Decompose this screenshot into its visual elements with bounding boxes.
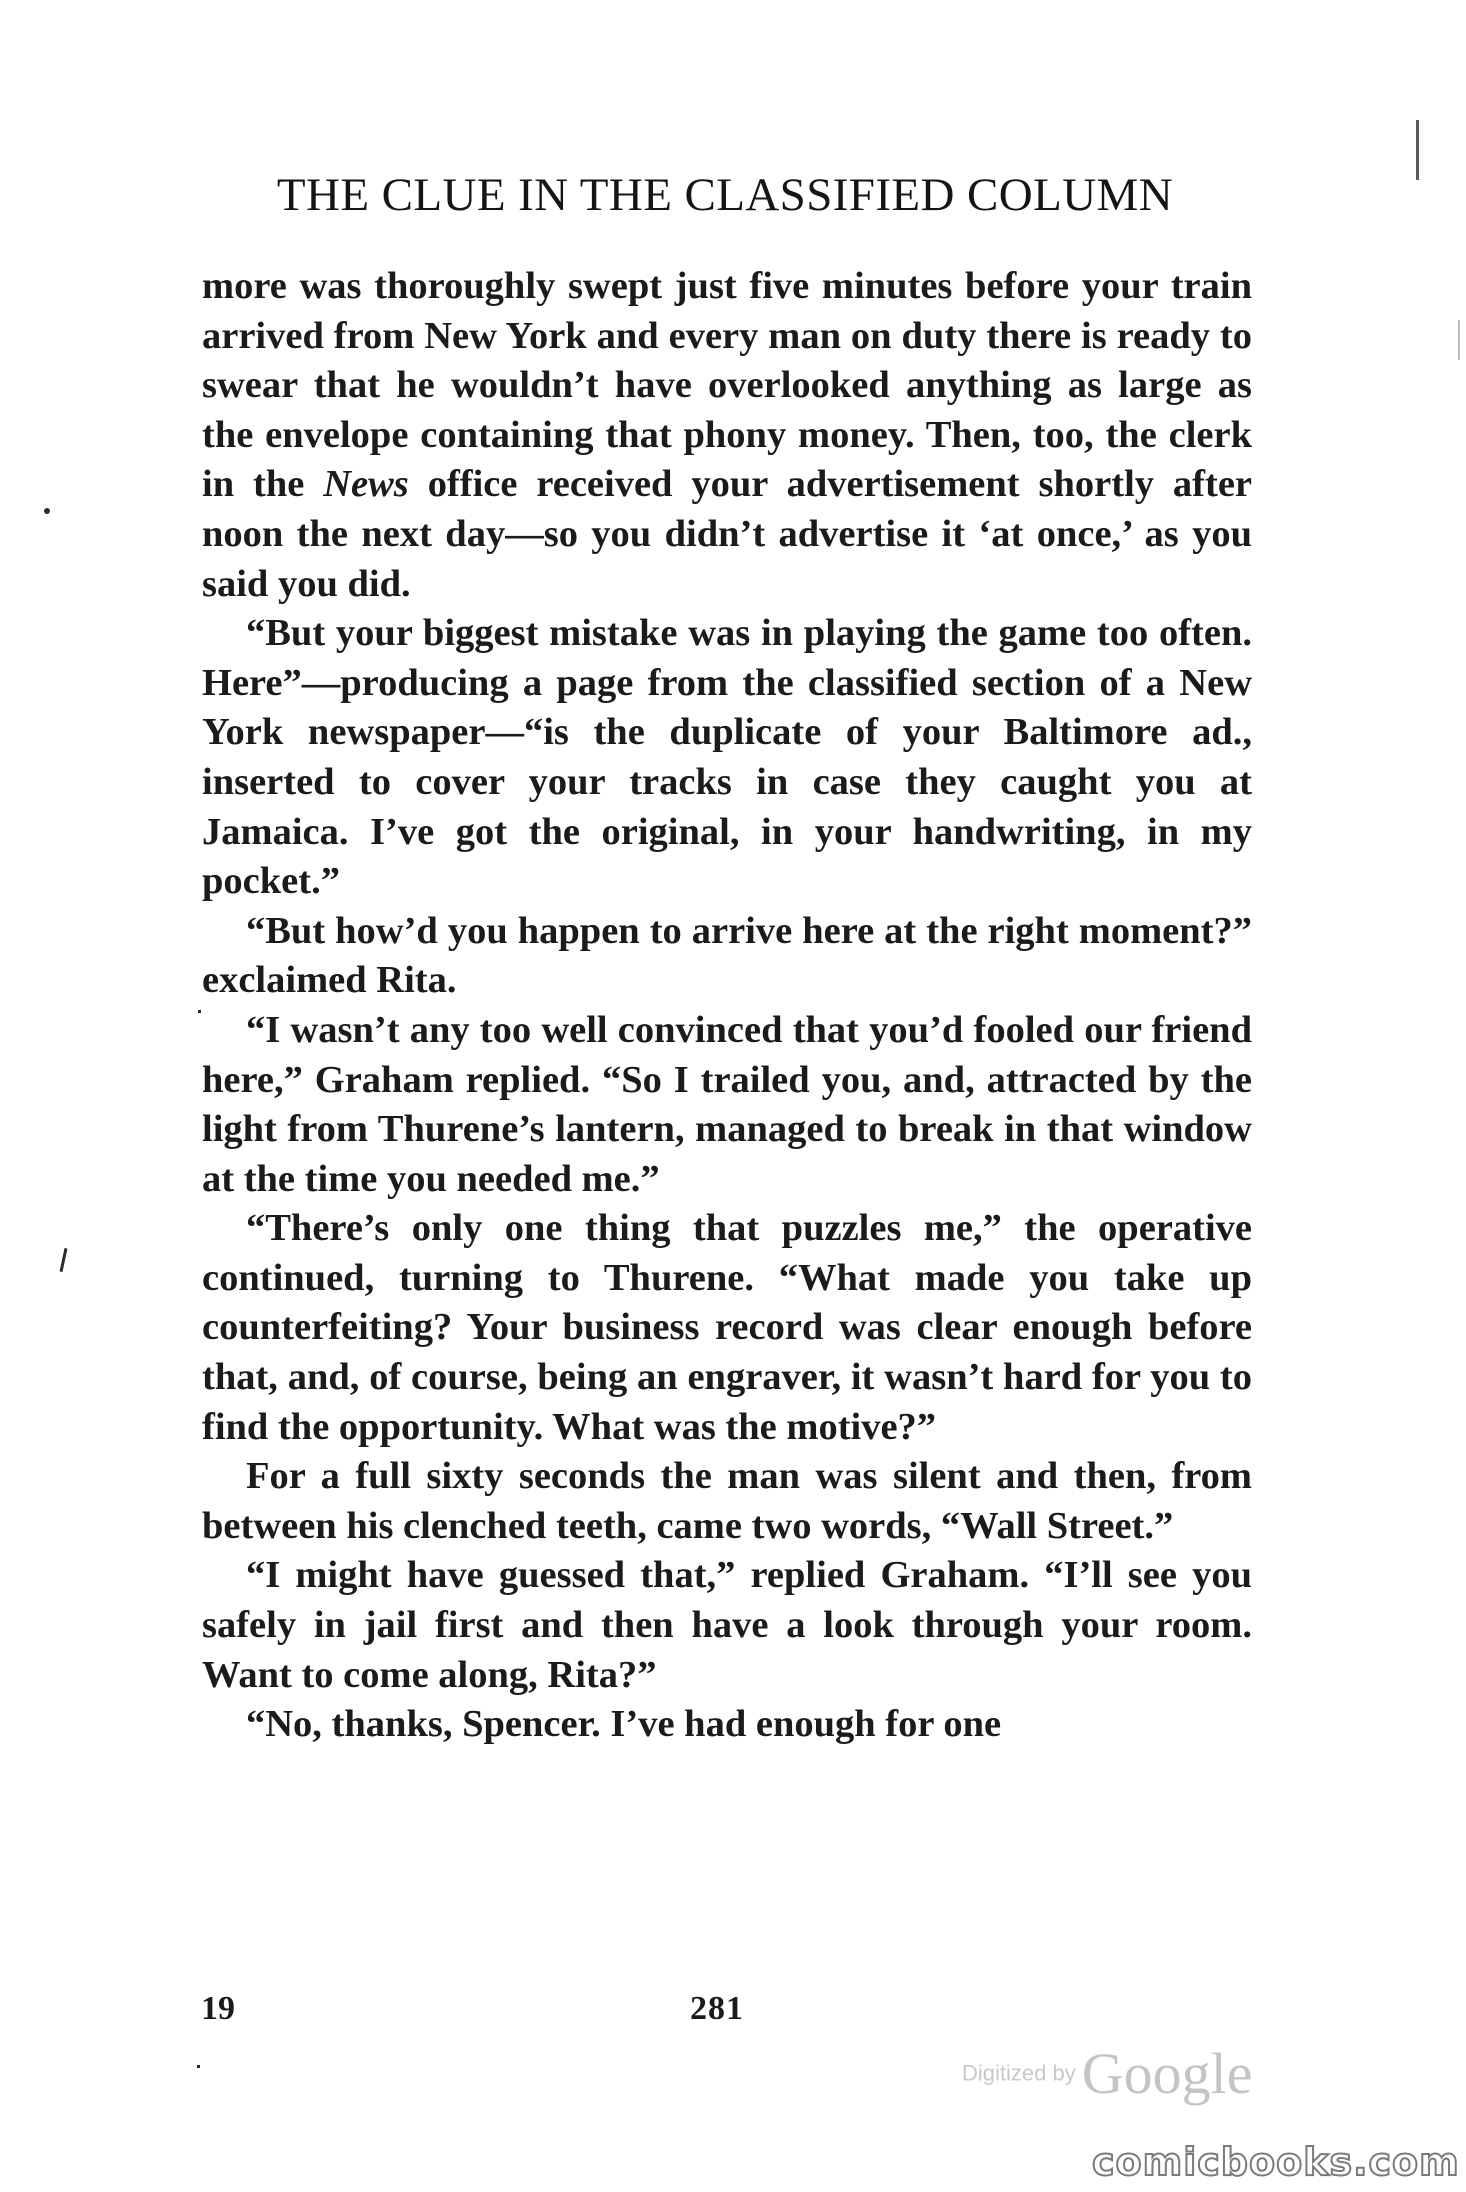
paragraph-1 — [202, 262, 1252, 609]
site-watermark: comicbooks.com — [1092, 2140, 1460, 2184]
digitized-by-google — [962, 2040, 1252, 2107]
google-logo: Google — [1081, 2041, 1253, 2106]
stray-dot — [44, 508, 50, 514]
paragraph-6: For a full sixty seconds the man was silent and then, from between his clenched teeth, came two words, “Wall Street.” — [202, 1455, 1252, 1547]
page-number: 281 — [690, 1990, 744, 2027]
paragraph-5: “There’s only one thing that puzzles me,” the operative continued, turning to Thurene. “What made you take up counterfeiting? Your business record was clear enough before that, and, of course, being an engraver, it wasn’t hard for you to find the opportunity. What was the motive?” — [202, 1207, 1252, 1448]
paragraph-3: “But how’d you happen to arrive here at the right moment?” exclaimed Rita. — [202, 909, 1252, 1002]
paragraph-1-head: more was thoroughly swept just five minutes before your train arrived from New York and every man on duty there is ready to swear that he wouldn’t have overlooked anything as large as the envelope containing that phony money. Then, too, the clerk in the — [202, 265, 1252, 506]
paragraph-2: “But your biggest mistake was in playing the game too often. Here”—producing a page from the classified section of a New York newspaper—“is the duplicate of your Baltimore ad., inserted to cover your tracks in case they caught you at Jamaica. I’ve got the original, in your handwriting, in my pocket.” — [202, 612, 1252, 903]
paragraph-7: “I might have guessed that,” replied Graham. “I’ll see you safely in jail first and then have a look through your room. Want to come along, Rita?” — [202, 1554, 1252, 1696]
signature-mark: 19 — [201, 1990, 235, 2027]
digitized-prefix: Digitized by — [962, 2060, 1076, 2086]
paragraph-4: “I wasn’t any too well convinced that you’d fooled our friend here,” Graham replied. “So I trailed you, and, attracted by the light from Thurene’s lantern, managed to break in that window at the time you needed me.” — [202, 1008, 1252, 1200]
stray-dot-small — [198, 1010, 201, 1013]
paragraph-1-tail: office received your advertisement shortly after noon the next day—so you didn’t advertise it ‘at once,’ as you said you did. — [202, 463, 1252, 605]
running-head: THE CLUE IN THE CLASSIFIED COLUMN — [276, 169, 1174, 221]
body-text — [202, 262, 1252, 1750]
stray-dot-bottom — [197, 2065, 200, 2068]
stray-mark — [60, 1248, 68, 1272]
newspaper-name: News — [323, 463, 409, 506]
paragraph-8: “No, thanks, Spencer. I’ve had enough for one — [246, 1703, 1002, 1746]
margin-rule — [1416, 120, 1419, 180]
margin-rule-faint — [1458, 320, 1460, 360]
